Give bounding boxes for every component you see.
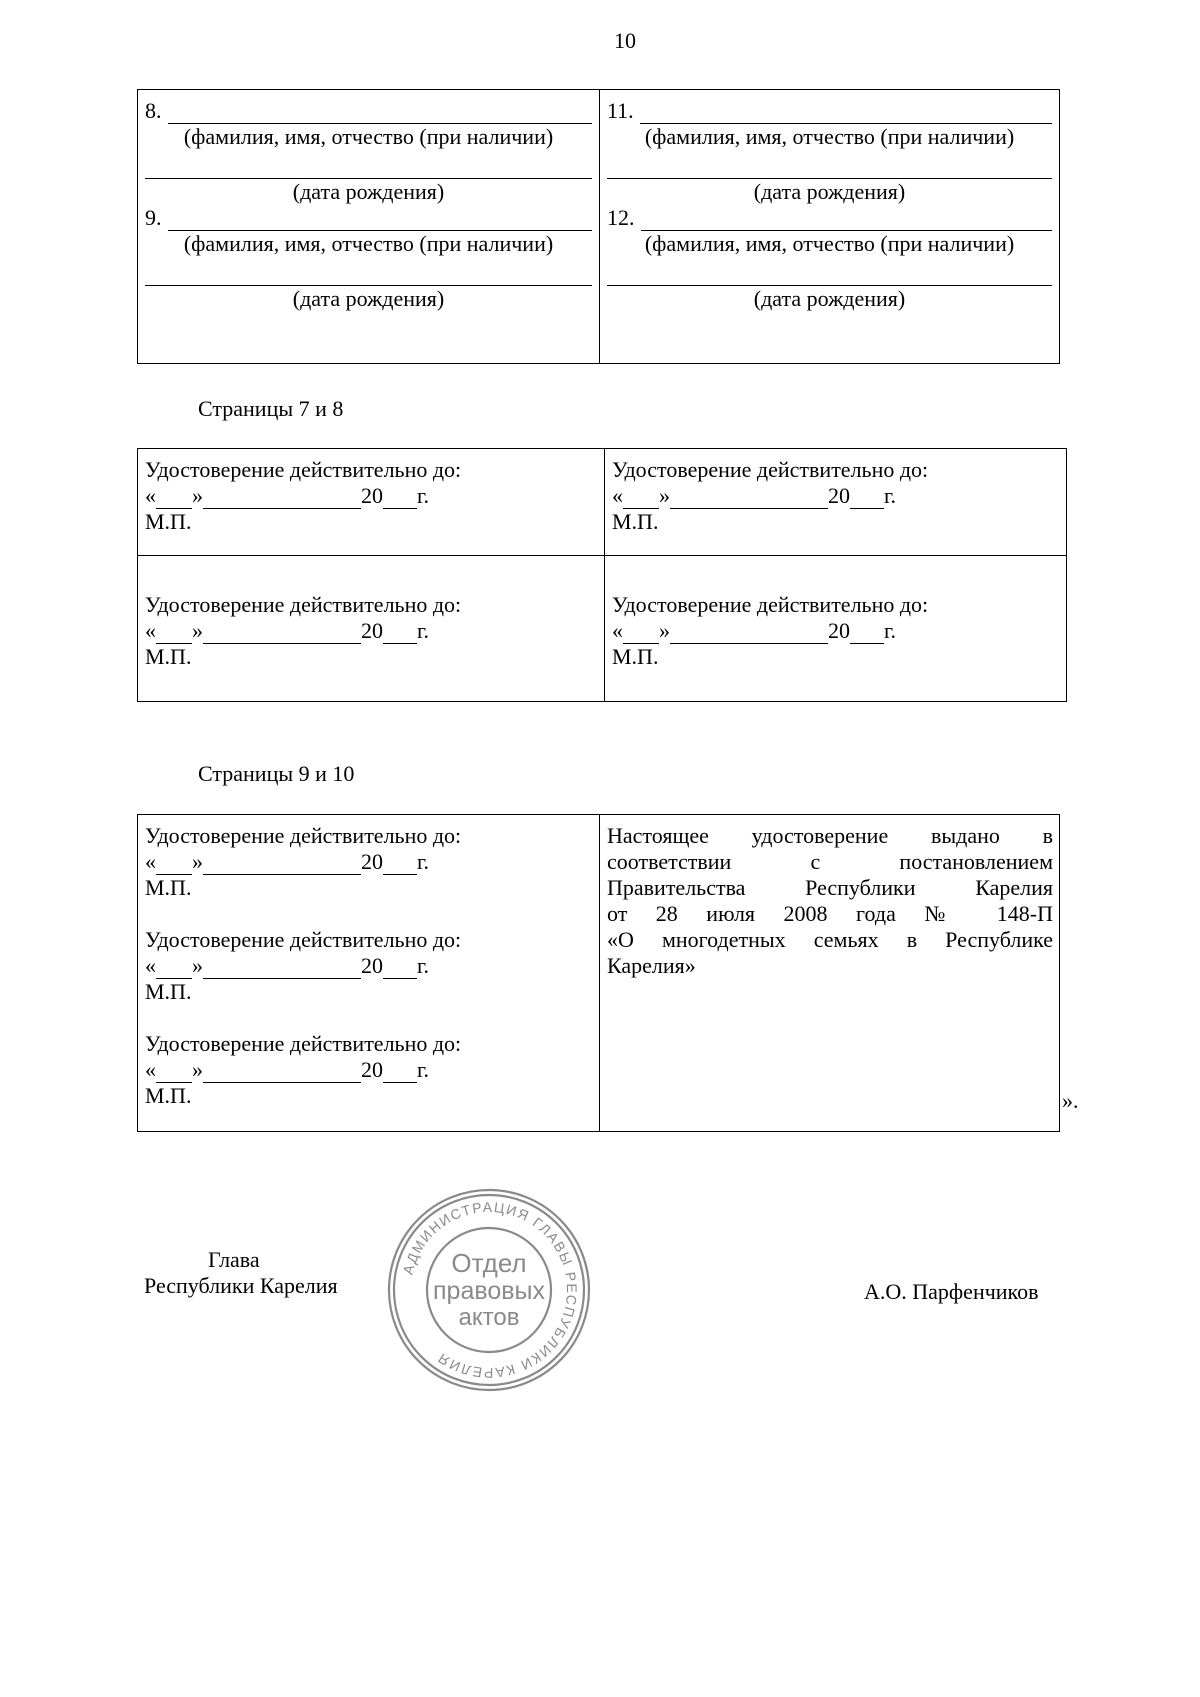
issuance-note-line: Настоящее удостоверение выдано в [607, 823, 1053, 848]
valid-until-label: Удостоверение действительно до: [145, 592, 462, 617]
signatory-title-line1: Глава [208, 1247, 260, 1272]
validity-cell [138, 556, 604, 701]
validity-cell [138, 449, 604, 556]
issuance-note-line: Карелия» [607, 953, 696, 978]
date-blank-row: « » 20 г. [145, 483, 430, 508]
seal-mark: М.П. [145, 979, 192, 1004]
valid-until-label: Удостоверение действительно до: [145, 823, 462, 848]
dob-caption: (дата рождения) [292, 286, 445, 311]
validity-cell [604, 449, 1066, 556]
family-members-left-column [138, 90, 599, 363]
dob-blank-line [607, 263, 1052, 286]
dob-blank-line [145, 156, 592, 179]
dob-blank-line [607, 156, 1052, 179]
date-blank-row: « » 20 г. [145, 953, 430, 978]
official-stamp [384, 1185, 594, 1395]
stamp-ring-text: АДМИНИСТРАЦИЯ ГЛАВЫ РЕСПУБЛИКИ КАРЕЛИЯ [399, 1198, 581, 1382]
member-12-row [607, 205, 1052, 231]
stamp-center-text [433, 1248, 545, 1331]
seal-mark: М.П. [145, 1083, 192, 1108]
member-number: 9. [145, 205, 162, 230]
svg-text:актов: актов [458, 1304, 520, 1331]
fio-blank-line [168, 208, 593, 231]
issuance-note-line: соответствии с постановлением [607, 849, 1053, 874]
dob-blank-line [145, 263, 592, 286]
date-blank-row: « » 20 г. [145, 849, 430, 874]
issuance-note-line: «О многодетных семьях в Республике [607, 927, 1053, 952]
fio-caption: (фамилия, имя, отчество (при наличии) [183, 231, 554, 256]
valid-until-label: Удостоверение действительно до: [145, 927, 462, 952]
issuance-note-column [599, 815, 1059, 1131]
page-number: 10 [614, 28, 636, 53]
date-blank-row: « » 20 г. [612, 483, 897, 508]
valid-until-label: Удостоверение действительно до: [612, 457, 929, 482]
issuance-note-line: от 28 июля 2008 года № 148-П [607, 901, 1053, 926]
seal-mark: М.П. [145, 644, 192, 669]
valid-until-label: Удостоверение действительно до: [145, 1031, 462, 1056]
validity-table-pages-7-8 [137, 448, 1067, 702]
valid-until-label: Удостоверение действительно до: [612, 592, 929, 617]
dob-caption: (дата рождения) [292, 179, 445, 204]
seal-mark: М.П. [612, 644, 659, 669]
section-title-pages-9-10: Страницы 9 и 10 [198, 761, 355, 786]
seal-mark: М.П. [145, 875, 192, 900]
validity-cell [604, 556, 1066, 701]
validity-table-pages-9-10 [137, 814, 1060, 1132]
member-8-row [145, 98, 592, 124]
signatory-title [144, 1247, 338, 1299]
fio-caption: (фамилия, имя, отчество (при наличии) [644, 231, 1015, 256]
seal-mark: М.П. [145, 509, 192, 534]
member-number: 12. [607, 205, 635, 230]
svg-text:правовых: правовых [433, 1277, 545, 1305]
dob-caption: (дата рождения) [753, 179, 906, 204]
member-9-row [145, 205, 592, 231]
issuance-note-line: Правительства Республики Карелия [607, 875, 1053, 900]
svg-text:Отдел: Отдел [451, 1248, 527, 1278]
validity-block [145, 1031, 592, 1109]
validity-block [145, 823, 592, 901]
date-blank-row: « » 20 г. [145, 1057, 430, 1082]
member-11-row [607, 98, 1052, 124]
member-number: 8. [145, 98, 162, 123]
validity-column [138, 815, 599, 1131]
fio-caption: (фамилия, имя, отчество (при наличии) [644, 124, 1015, 149]
section-title-pages-7-8: Страницы 7 и 8 [198, 396, 344, 421]
date-blank-row: « » 20 г. [612, 618, 897, 643]
fio-blank-line [641, 208, 1053, 231]
date-blank-row: « » 20 г. [145, 618, 430, 643]
member-number: 11. [607, 98, 634, 123]
fio-blank-line [168, 101, 593, 124]
fio-caption: (фамилия, имя, отчество (при наличии) [183, 124, 554, 149]
validity-block [145, 927, 592, 1005]
family-members-right-column [599, 90, 1059, 363]
closing-quote: ». [1062, 1088, 1079, 1113]
fio-blank-line [640, 101, 1052, 124]
signatory-title-line2: Республики Карелия [144, 1273, 338, 1298]
stamp-graphic [384, 1185, 594, 1395]
signatory-name: А.О. Парфенчиков [864, 1279, 1039, 1304]
seal-mark: М.П. [612, 509, 659, 534]
family-members-table [137, 89, 1060, 364]
dob-caption: (дата рождения) [753, 286, 906, 311]
valid-until-label: Удостоверение действительно до: [145, 457, 462, 482]
